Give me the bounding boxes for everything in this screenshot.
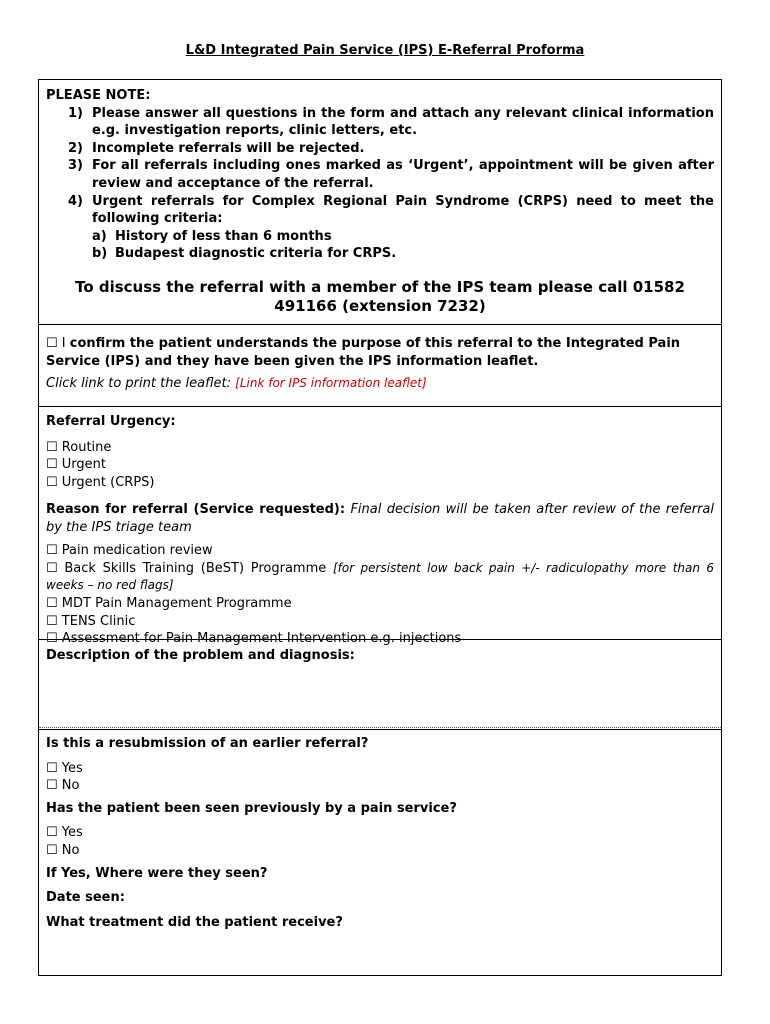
treatment-question: What treatment did the patient receive?	[46, 914, 343, 930]
note-item: 1) Please answer all questions in the form and attach any relevant clinical information e.g. investigation reports, clinic letters, etc.	[68, 105, 714, 139]
checkbox-icon[interactable]: ☐	[46, 474, 58, 490]
reason-section	[39, 501, 721, 648]
checkbox-icon[interactable]: ☐	[46, 560, 58, 576]
notes-list	[46, 105, 714, 263]
checkbox-icon[interactable]: ☐	[46, 543, 58, 559]
urgency-option-routine[interactable]: ☐ Routine	[46, 439, 112, 455]
urgency-heading: Referral Urgency:	[46, 414, 176, 429]
description-section	[39, 647, 721, 665]
resubmission-no[interactable]: ☐ No	[46, 778, 80, 794]
seen-previously-yes[interactable]: ☐ Yes	[46, 825, 83, 841]
notes-heading: PLEASE NOTE:	[46, 88, 151, 103]
resubmission-question: Is this a resubmission of an earlier referral?	[46, 736, 369, 751]
checkbox-icon[interactable]: ☐	[46, 613, 58, 629]
description-heading: Description of the problem and diagnosis:	[46, 648, 355, 663]
referral-form	[38, 79, 722, 976]
seen-previously-no[interactable]: ☐ No	[46, 842, 80, 858]
checkbox-icon[interactable]: ☐	[46, 760, 58, 776]
note-item: 3) For all referrals including ones marked as ‘Urgent’, appointment will be given after review and acceptance of the referral.	[68, 158, 714, 191]
checkbox-icon[interactable]: ☐	[46, 631, 58, 647]
urgency-section	[39, 413, 721, 491]
form-title: L&D Integrated Pain Service (IPS) E-Referral Proforma	[185, 43, 585, 58]
divider	[39, 727, 721, 728]
checkbox-icon[interactable]: ☐	[46, 595, 58, 611]
history-section	[39, 735, 721, 931]
reason-heading: Reason for referral (Service requested): Final decision will be taken after review of the referral by the IPS triage team	[46, 502, 714, 535]
divider	[39, 729, 721, 730]
criteria-item: a) History of less than 6 months	[92, 228, 332, 244]
resubmission-yes[interactable]: ☐ Yes	[46, 760, 83, 776]
leaflet-link-row	[46, 375, 714, 393]
leaflet-link[interactable]: [Link for IPS information leaflet]	[235, 376, 427, 391]
divider	[39, 639, 721, 640]
checkbox-icon[interactable]: ☐	[46, 842, 58, 858]
contact-phone-text: To discuss the referral with a member of the IPS team please call 01582 491166 (extension 7232)	[75, 277, 685, 315]
urgency-option-urgent-crps[interactable]: ☐ Urgent (CRPS)	[46, 474, 155, 490]
divider	[39, 324, 721, 325]
where-seen-question: If Yes, Where were they seen?	[46, 865, 268, 881]
reason-option-mdt-programme[interactable]: ☐ MDT Pain Management Programme	[46, 595, 292, 611]
checkbox-icon[interactable]: ☐	[46, 778, 58, 794]
note-item: 4) Urgent referrals for Complex Regional Pain Syndrome (CRPS) need to meet the following criteria: a) History of less than 6 months b) Budapest diagnostic criteria for CRPS.	[68, 193, 714, 262]
reason-option-medication-review[interactable]: ☐ Pain medication review	[46, 543, 213, 559]
seen-previously-question: Has the patient been seen previously by a pain service?	[46, 800, 457, 816]
notes-section	[39, 87, 721, 316]
confirm-statement: ☐ I confirm the patient understands the purpose of this referral to the Integrated Pain Service (IPS) and they have been given the IPS information leaflet.	[46, 336, 681, 369]
description-field[interactable]	[39, 668, 721, 726]
leaflet-link-prompt: Click link to print the leaflet:	[46, 376, 236, 392]
crps-criteria-list	[92, 228, 714, 263]
note-item: 2) Incomplete referrals will be rejected.	[68, 140, 365, 156]
date-seen-label: Date seen:	[46, 890, 125, 906]
checkbox-icon[interactable]: ☐	[46, 825, 58, 841]
reason-option-tens-clinic[interactable]: ☐ TENS Clinic	[46, 613, 136, 629]
reason-option-best-programme[interactable]: ☐ Back Skills Training (BeST) Programme [for persistent low back pain +/- radiculopathy more than 6 weeks – no red flags]	[46, 560, 714, 593]
criteria-item: b) Budapest diagnostic criteria for CRPS.	[92, 246, 397, 262]
divider	[39, 406, 721, 407]
checkbox-icon[interactable]: ☐	[46, 457, 58, 473]
urgency-option-urgent[interactable]: ☐ Urgent	[46, 457, 107, 473]
confirm-checkbox[interactable]: ☐	[46, 336, 58, 351]
confirm-section	[39, 335, 721, 393]
checkbox-icon[interactable]: ☐	[46, 439, 58, 455]
reason-option-intervention-assessment[interactable]: ☐ Assessment for Pain Management Intervention e.g. injections	[46, 631, 462, 647]
